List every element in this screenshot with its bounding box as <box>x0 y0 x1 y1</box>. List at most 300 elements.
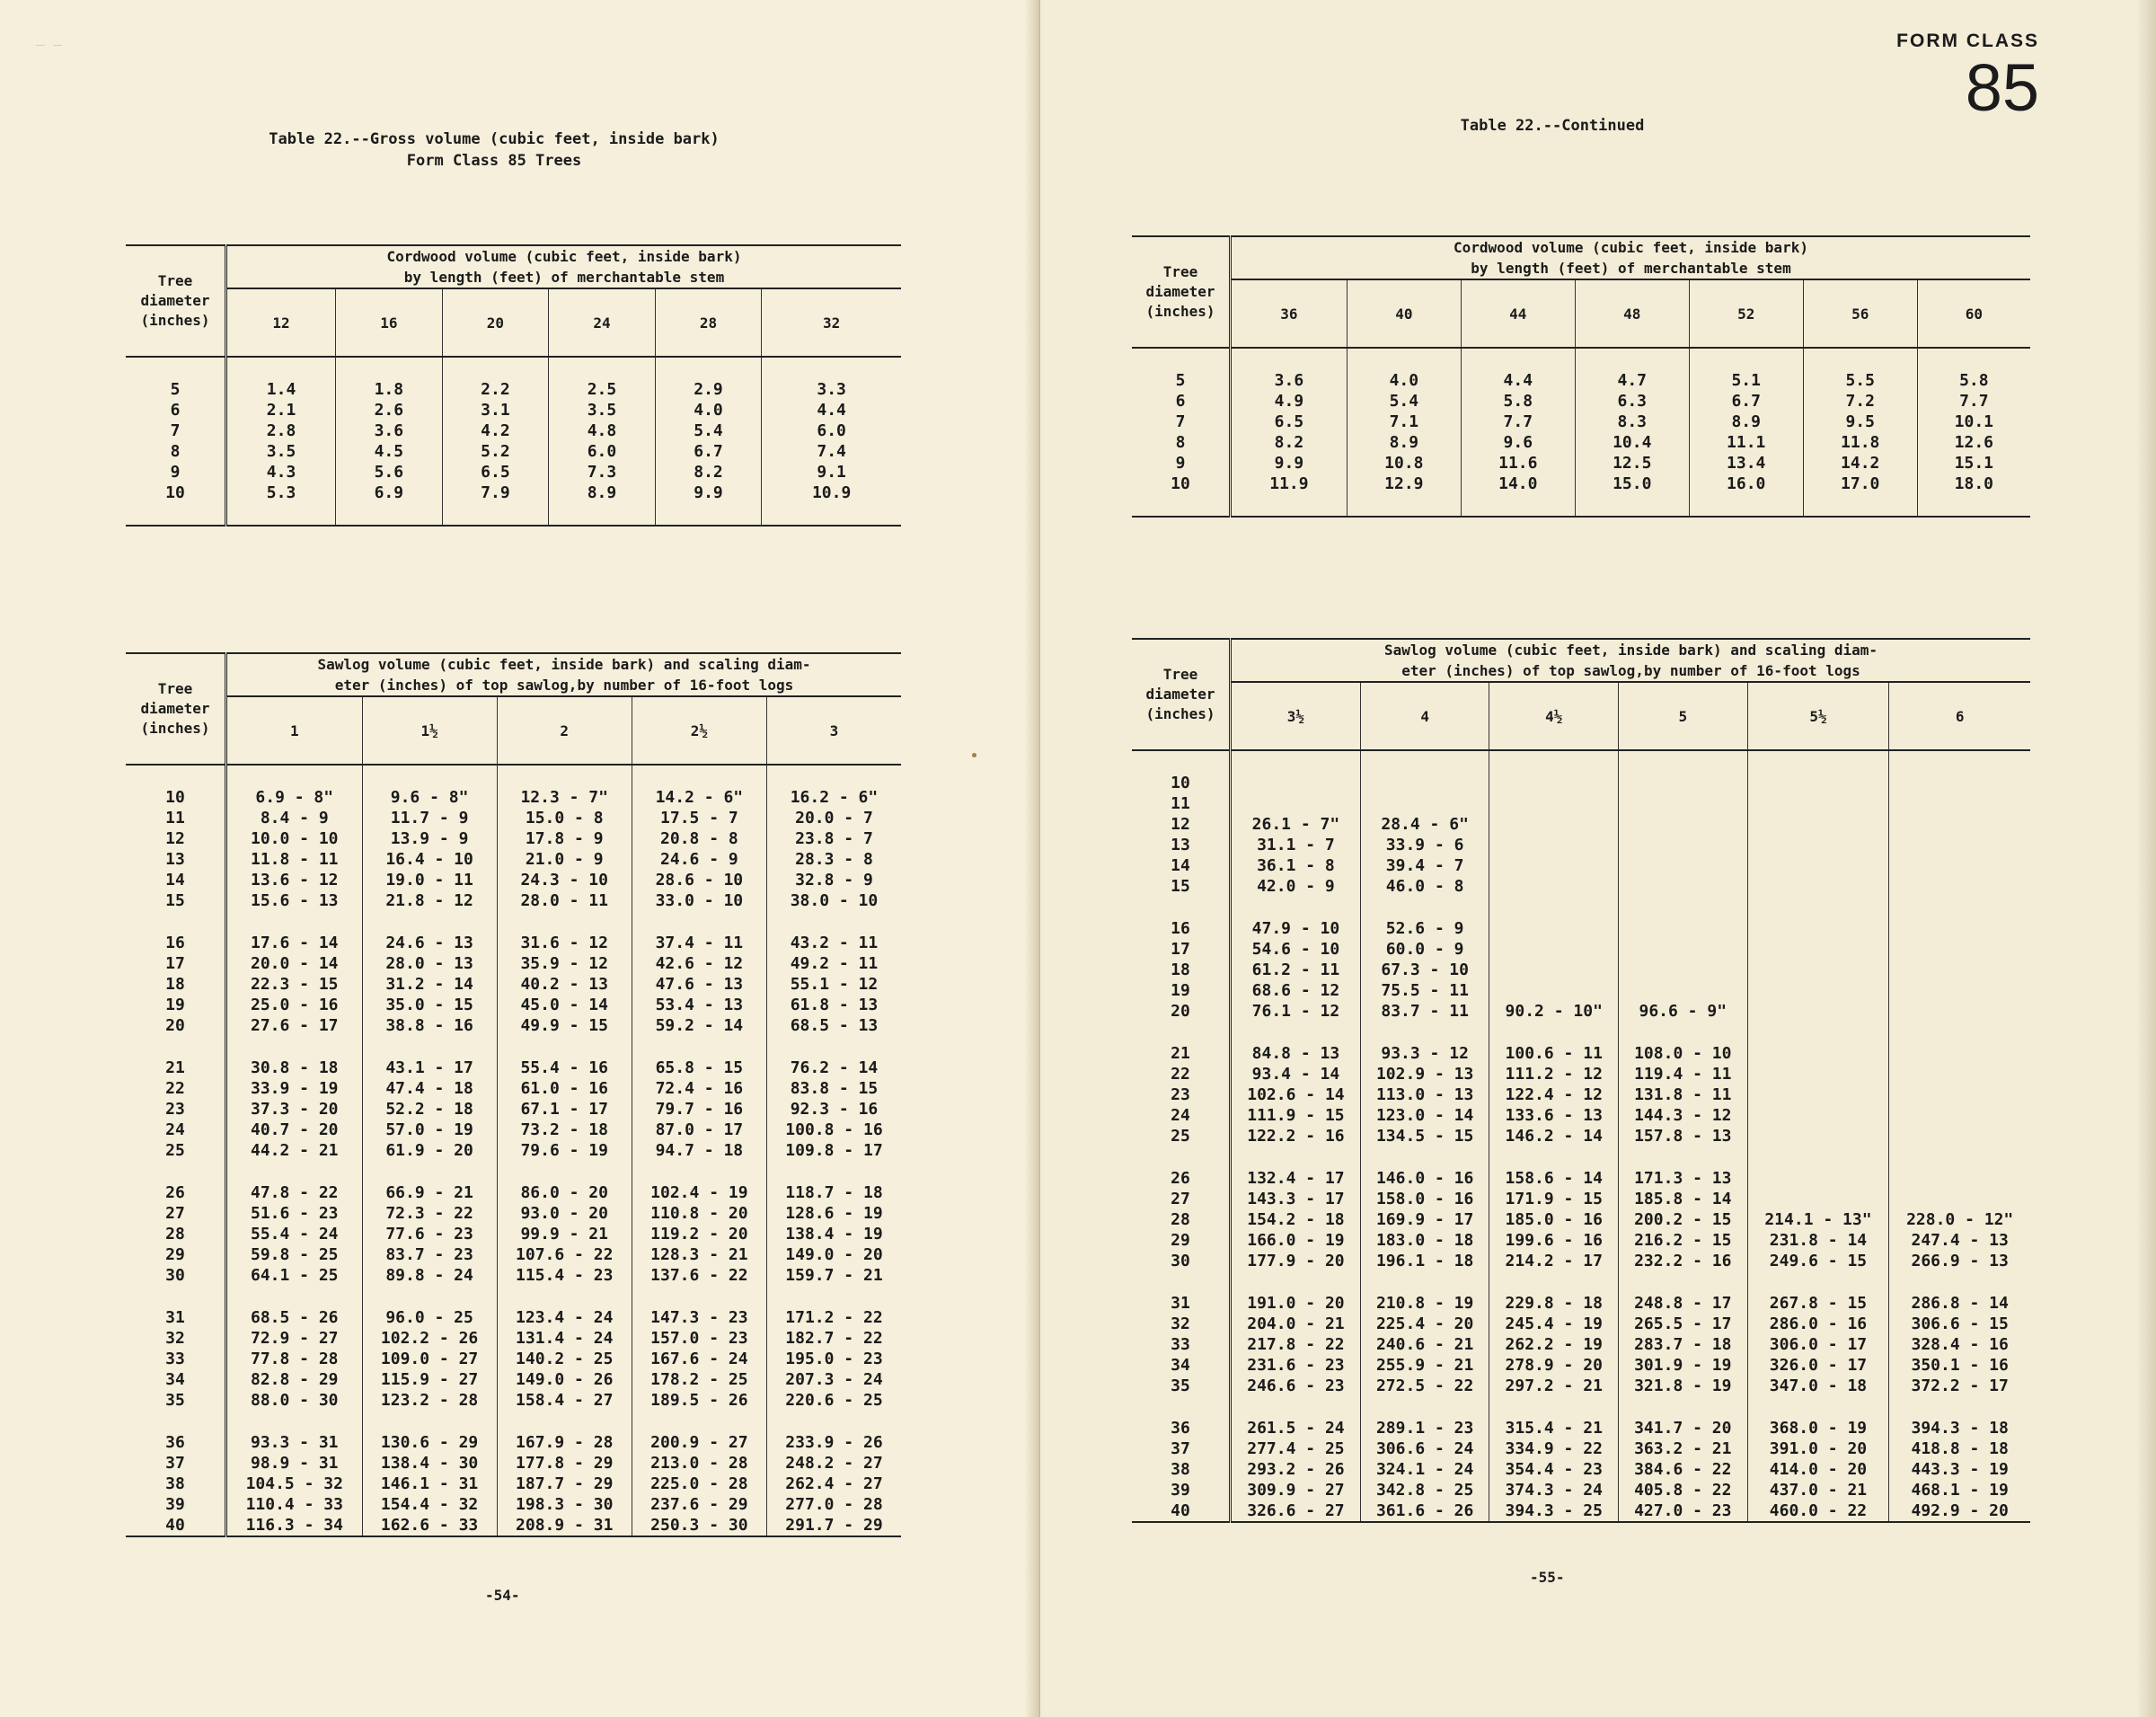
diameter-cell: 25 <box>126 1140 226 1161</box>
value-cell: 189.5 - 26 <box>632 1390 766 1411</box>
diameter-cell: 6 <box>126 400 226 420</box>
value-cell: 12.3 - 7" <box>497 787 632 808</box>
value-cell: 146.2 - 14 <box>1489 1126 1619 1146</box>
row-spacer <box>1132 1396 2030 1418</box>
value-cell: 228.0 - 12" <box>1889 1209 2030 1230</box>
value-cell: 262.4 - 27 <box>766 1474 901 1494</box>
value-cell: 5.1 <box>1689 370 1803 391</box>
value-cell: 132.4 - 17 <box>1231 1168 1361 1189</box>
value-cell: 47.4 - 18 <box>362 1078 497 1099</box>
value-cell: 26.1 - 7" <box>1231 814 1361 835</box>
value-cell: 123.2 - 28 <box>362 1390 497 1411</box>
diameter-cell: 13 <box>126 849 226 870</box>
value-cell: 5.8 <box>1461 391 1575 412</box>
value-cell: 57.0 - 19 <box>362 1120 497 1140</box>
table-row <box>1132 1500 2030 1522</box>
value-cell: 93.4 - 14 <box>1231 1064 1361 1084</box>
value-cell: 13.6 - 12 <box>226 870 363 890</box>
table-row <box>126 1140 901 1161</box>
value-cell <box>1489 960 1619 980</box>
column-header: 3½ <box>1286 707 1305 725</box>
diameter-cell: 30 <box>1132 1251 1231 1271</box>
value-cell: 324.1 - 24 <box>1360 1459 1489 1480</box>
table-row <box>126 1078 901 1099</box>
value-cell: 16.4 - 10 <box>362 849 497 870</box>
value-cell: 240.6 - 21 <box>1360 1334 1489 1355</box>
value-cell: 157.0 - 23 <box>632 1328 766 1349</box>
diameter-cell: 15 <box>1132 876 1231 897</box>
value-cell <box>1747 814 1889 835</box>
column-header: 20 <box>442 288 549 357</box>
value-cell: 102.2 - 26 <box>362 1328 497 1349</box>
value-cell: 49.9 - 15 <box>497 1015 632 1036</box>
value-cell <box>1489 876 1619 897</box>
diameter-cell: 33 <box>1132 1334 1231 1355</box>
value-cell: 9.1 <box>762 462 901 482</box>
value-cell: 18.0 <box>1917 474 2030 494</box>
diameter-cell: 31 <box>1132 1293 1231 1314</box>
value-cell: 8.2 <box>655 462 762 482</box>
diameter-cell: 19 <box>126 995 226 1015</box>
value-cell: 405.8 - 22 <box>1619 1480 1748 1500</box>
value-cell: 342.8 - 25 <box>1360 1480 1489 1500</box>
value-cell: 200.2 - 15 <box>1619 1209 1748 1230</box>
table-row <box>126 482 901 503</box>
page-edge-shadow <box>2136 0 2156 1717</box>
diameter-cell: 38 <box>126 1474 226 1494</box>
bleed-through-mark: — — <box>36 36 62 53</box>
value-cell <box>1489 855 1619 876</box>
diameter-cell: 11 <box>1132 793 1231 814</box>
table-row <box>126 1058 901 1078</box>
value-cell <box>1619 835 1748 855</box>
diameter-cell: 23 <box>1132 1084 1231 1105</box>
value-cell: 68.6 - 12 <box>1231 980 1361 1001</box>
table-row <box>126 1494 901 1515</box>
value-cell: 28.3 - 8 <box>766 849 901 870</box>
value-cell: 4.8 <box>549 420 656 441</box>
value-cell: 100.6 - 11 <box>1489 1043 1619 1064</box>
value-cell: 167.9 - 28 <box>497 1432 632 1453</box>
value-cell <box>1747 960 1889 980</box>
value-cell: 11.8 - 11 <box>226 849 363 870</box>
table-row <box>1132 960 2030 980</box>
value-cell: 368.0 - 19 <box>1747 1418 1889 1438</box>
value-cell: 115.9 - 27 <box>362 1369 497 1390</box>
paper-speck <box>972 753 976 757</box>
value-cell: 72.9 - 27 <box>226 1328 363 1349</box>
value-cell: 54.6 - 10 <box>1231 939 1361 960</box>
table-row <box>1132 1314 2030 1334</box>
value-cell: 146.1 - 31 <box>362 1474 497 1494</box>
value-cell: 443.3 - 19 <box>1889 1459 2030 1480</box>
diameter-cell: 33 <box>126 1349 226 1369</box>
value-cell: 289.1 - 23 <box>1360 1418 1489 1438</box>
diameter-cell: 16 <box>1132 918 1231 939</box>
value-cell: 31.6 - 12 <box>497 933 632 953</box>
table-row <box>1132 793 2030 814</box>
value-cell: 231.6 - 23 <box>1231 1355 1361 1376</box>
diameter-cell: 26 <box>1132 1168 1231 1189</box>
diameter-cell: 31 <box>126 1307 226 1328</box>
value-cell: 144.3 - 12 <box>1619 1105 1748 1126</box>
value-cell: 7.9 <box>442 482 549 503</box>
column-header: 24 <box>549 288 656 357</box>
column-header: 6 <box>1889 682 2030 750</box>
table-row <box>1132 1376 2030 1396</box>
column-header: 4 <box>1360 682 1489 750</box>
value-cell: 11.8 <box>1803 432 1917 453</box>
table-row <box>126 441 901 462</box>
value-cell <box>1619 939 1748 960</box>
value-cell: 200.9 - 27 <box>632 1432 766 1453</box>
column-header: 56 <box>1803 279 1917 348</box>
table-row <box>126 849 901 870</box>
left-title <box>171 128 817 172</box>
row-spacer <box>126 503 901 526</box>
value-cell: 468.1 - 19 <box>1889 1480 2030 1500</box>
diameter-cell: 19 <box>1132 980 1231 1001</box>
cordwood-caption: Cordwood volume (cubic feet, inside bark) by length (feet) of merchantable stem <box>1231 236 2031 279</box>
diameter-cell: 35 <box>1132 1376 1231 1396</box>
value-cell: 33.9 - 19 <box>226 1078 363 1099</box>
value-cell: 347.0 - 18 <box>1747 1376 1889 1396</box>
table-row <box>126 1203 901 1224</box>
table-row <box>126 1453 901 1474</box>
value-cell: 306.6 - 15 <box>1889 1314 2030 1334</box>
value-cell <box>1889 1064 2030 1084</box>
column-header: 5½ <box>1747 682 1889 750</box>
table-row <box>126 808 901 828</box>
table-row <box>1132 1230 2030 1251</box>
value-cell: 460.0 - 22 <box>1747 1500 1889 1522</box>
value-cell: 5.8 <box>1917 370 2030 391</box>
value-cell: 86.0 - 20 <box>497 1182 632 1203</box>
value-cell: 65.8 - 15 <box>632 1058 766 1078</box>
value-cell: 9.6 - 8" <box>362 787 497 808</box>
diameter-cell: 13 <box>1132 835 1231 855</box>
table-row <box>1132 1251 2030 1271</box>
value-cell: 55.1 - 12 <box>766 974 901 995</box>
value-cell <box>1360 793 1489 814</box>
value-cell: 24.3 - 10 <box>497 870 632 890</box>
value-cell: 5.6 <box>336 462 443 482</box>
value-cell: 207.3 - 24 <box>766 1369 901 1390</box>
right-title: Table 22.--Continued <box>1460 117 1645 135</box>
value-cell: 61.2 - 11 <box>1231 960 1361 980</box>
diameter-cell: 39 <box>1132 1480 1231 1500</box>
value-cell: 437.0 - 21 <box>1747 1480 1889 1500</box>
table-row <box>1132 453 2030 474</box>
value-cell: 111.9 - 15 <box>1231 1105 1361 1126</box>
value-cell: 47.6 - 13 <box>632 974 766 995</box>
value-cell: 4.4 <box>762 400 901 420</box>
value-cell <box>1619 855 1748 876</box>
value-cell <box>1889 960 2030 980</box>
value-cell: 93.3 - 31 <box>226 1432 363 1453</box>
column-header: 60 <box>1917 279 2030 348</box>
value-cell: 262.2 - 19 <box>1489 1334 1619 1355</box>
table-row <box>1132 814 2030 835</box>
value-cell: 138.4 - 30 <box>362 1453 497 1474</box>
value-cell: 21.0 - 9 <box>497 849 632 870</box>
value-cell: 37.3 - 20 <box>226 1099 363 1120</box>
value-cell: 3.5 <box>549 400 656 420</box>
diameter-cell: 12 <box>1132 814 1231 835</box>
value-cell: 5.2 <box>442 441 549 462</box>
value-cell: 25.0 - 16 <box>226 995 363 1015</box>
value-cell: 374.3 - 24 <box>1489 1480 1619 1500</box>
value-cell <box>1489 793 1619 814</box>
value-cell: 109.0 - 27 <box>362 1349 497 1369</box>
value-cell: 6.5 <box>1231 412 1348 432</box>
value-cell: 35.0 - 15 <box>362 995 497 1015</box>
row-spacer <box>126 911 901 933</box>
table-row <box>126 1328 901 1349</box>
value-cell: 17.0 <box>1803 474 1917 494</box>
value-cell: 109.8 - 17 <box>766 1140 901 1161</box>
value-cell: 178.2 - 25 <box>632 1369 766 1390</box>
value-cell: 7.4 <box>762 441 901 462</box>
table-row <box>1132 1064 2030 1084</box>
value-cell: 28.0 - 11 <box>497 890 632 911</box>
table-row <box>1132 939 2030 960</box>
value-cell: 2.1 <box>226 400 336 420</box>
value-cell: 246.6 - 23 <box>1231 1376 1361 1396</box>
value-cell: 391.0 - 20 <box>1747 1438 1889 1459</box>
value-cell: 17.8 - 9 <box>497 828 632 849</box>
value-cell: 122.2 - 16 <box>1231 1126 1361 1146</box>
table-row <box>1132 1209 2030 1230</box>
value-cell: 182.7 - 22 <box>766 1328 901 1349</box>
value-cell: 261.5 - 24 <box>1231 1418 1361 1438</box>
value-cell <box>1489 939 1619 960</box>
value-cell <box>1889 939 2030 960</box>
value-cell: 4.0 <box>1347 370 1461 391</box>
value-cell: 6.0 <box>762 420 901 441</box>
value-cell: 131.4 - 24 <box>497 1328 632 1349</box>
value-cell: 3.1 <box>442 400 549 420</box>
value-cell: 492.9 - 20 <box>1889 1500 2030 1522</box>
value-cell: 11.6 <box>1461 453 1575 474</box>
table-row <box>126 420 901 441</box>
cordwood-caption: Cordwood volume (cubic feet, inside bark) by length (feet) of merchantable stem <box>226 245 902 288</box>
value-cell <box>1489 980 1619 1001</box>
value-cell: 19.0 - 11 <box>362 870 497 890</box>
value-cell: 14.2 <box>1803 453 1917 474</box>
diameter-cell: 36 <box>1132 1418 1231 1438</box>
value-cell: 20.8 - 8 <box>632 828 766 849</box>
value-cell: 232.2 - 16 <box>1619 1251 1748 1271</box>
sawlog-caption: Sawlog volume (cubic feet, inside bark) and scaling diam- eter (inches) of top sawlog,by number of 16-foot logs <box>1231 639 2031 682</box>
value-cell: 96.6 - 9" <box>1619 1001 1748 1022</box>
value-cell: 249.6 - 15 <box>1747 1251 1889 1271</box>
table-row <box>126 1474 901 1494</box>
value-cell: 7.3 <box>549 462 656 482</box>
value-cell: 8.9 <box>549 482 656 503</box>
value-cell: 31.2 - 14 <box>362 974 497 995</box>
row-spacer <box>126 1161 901 1182</box>
table-row <box>1132 855 2030 876</box>
diameter-cell: 28 <box>126 1224 226 1244</box>
row-spacer <box>126 1286 901 1307</box>
value-cell: 229.8 - 18 <box>1489 1293 1619 1314</box>
value-cell: 138.4 - 19 <box>766 1224 901 1244</box>
value-cell: 66.9 - 21 <box>362 1182 497 1203</box>
value-cell: 68.5 - 13 <box>766 1015 901 1036</box>
value-cell: 158.4 - 27 <box>497 1390 632 1411</box>
value-cell: 93.3 - 12 <box>1360 1043 1489 1064</box>
left-sawlog-table <box>126 652 901 1537</box>
value-cell: 418.8 - 18 <box>1889 1438 2030 1459</box>
row-spacer <box>1132 897 2030 918</box>
value-cell: 122.4 - 12 <box>1489 1084 1619 1105</box>
value-cell: 169.9 - 17 <box>1360 1209 1489 1230</box>
value-cell: 293.2 - 26 <box>1231 1459 1361 1480</box>
value-cell: 265.5 - 17 <box>1619 1314 1748 1334</box>
value-cell: 90.2 - 10" <box>1489 1001 1619 1022</box>
value-cell: 59.2 - 14 <box>632 1015 766 1036</box>
diameter-cell: 40 <box>1132 1500 1231 1522</box>
value-cell: 220.6 - 25 <box>766 1390 901 1411</box>
diameter-cell: 22 <box>1132 1064 1231 1084</box>
diameter-header: Tree diameter (inches) <box>1132 639 1231 750</box>
diameter-cell: 17 <box>126 953 226 974</box>
table-row <box>126 400 901 420</box>
value-cell: 272.5 - 22 <box>1360 1376 1489 1396</box>
diameter-cell: 18 <box>1132 960 1231 980</box>
value-cell: 13.4 <box>1689 453 1803 474</box>
diameter-cell: 10 <box>1132 773 1231 793</box>
value-cell: 372.2 - 17 <box>1889 1376 2030 1396</box>
value-cell <box>1231 793 1361 814</box>
value-cell: 67.1 - 17 <box>497 1099 632 1120</box>
value-cell: 278.9 - 20 <box>1489 1355 1619 1376</box>
column-header: 5 <box>1619 682 1748 750</box>
table-row <box>1132 1293 2030 1314</box>
diameter-cell: 26 <box>126 1182 226 1203</box>
table-row <box>126 1182 901 1203</box>
value-cell: 231.8 - 14 <box>1747 1230 1889 1251</box>
value-cell: 100.8 - 16 <box>766 1120 901 1140</box>
value-cell: 93.0 - 20 <box>497 1203 632 1224</box>
diameter-cell: 17 <box>1132 939 1231 960</box>
column-header: 36 <box>1280 305 1298 323</box>
value-cell: 14.2 - 6" <box>632 787 766 808</box>
value-cell: 6.3 <box>1575 391 1689 412</box>
value-cell: 92.3 - 16 <box>766 1099 901 1120</box>
value-cell: 361.6 - 26 <box>1360 1500 1489 1522</box>
value-cell: 4.2 <box>442 420 549 441</box>
value-cell: 47.9 - 10 <box>1231 918 1361 939</box>
row-spacer <box>1132 348 2030 370</box>
value-cell: 4.3 <box>226 462 336 482</box>
value-cell: 110.8 - 20 <box>632 1203 766 1224</box>
diameter-header: Tree diameter (inches) <box>126 245 226 357</box>
value-cell <box>1889 1001 2030 1022</box>
table-row <box>126 1515 901 1536</box>
table-row <box>126 1390 901 1411</box>
diameter-cell: 11 <box>126 808 226 828</box>
value-cell: 9.5 <box>1803 412 1917 432</box>
value-cell: 46.0 - 8 <box>1360 876 1489 897</box>
table-row <box>126 1015 901 1036</box>
value-cell <box>1889 1168 2030 1189</box>
value-cell <box>1747 1084 1889 1105</box>
left-cordwood-table <box>126 244 901 527</box>
value-cell: 147.3 - 23 <box>632 1307 766 1328</box>
value-cell: 321.8 - 19 <box>1619 1376 1748 1396</box>
diameter-cell: 10 <box>126 482 226 503</box>
value-cell: 167.6 - 24 <box>632 1349 766 1369</box>
value-cell: 27.6 - 17 <box>226 1015 363 1036</box>
table-row <box>1132 835 2030 855</box>
value-cell: 130.6 - 29 <box>362 1432 497 1453</box>
diameter-cell: 9 <box>126 462 226 482</box>
diameter-cell: 25 <box>1132 1126 1231 1146</box>
value-cell: 89.8 - 24 <box>362 1265 497 1286</box>
value-cell: 306.6 - 24 <box>1360 1438 1489 1459</box>
value-cell <box>1889 793 2030 814</box>
column-header: 16 <box>336 288 443 357</box>
value-cell <box>1619 918 1748 939</box>
value-cell: 119.2 - 20 <box>632 1224 766 1244</box>
value-cell: 28.0 - 13 <box>362 953 497 974</box>
value-cell: 43.2 - 11 <box>766 933 901 953</box>
value-cell: 301.9 - 19 <box>1619 1355 1748 1376</box>
value-cell: 83.7 - 23 <box>362 1244 497 1265</box>
value-cell: 102.9 - 13 <box>1360 1064 1489 1084</box>
value-cell: 113.0 - 13 <box>1360 1084 1489 1105</box>
value-cell: 162.6 - 33 <box>362 1515 497 1536</box>
value-cell: 15.0 - 8 <box>497 808 632 828</box>
value-cell <box>1747 1105 1889 1126</box>
value-cell: 267.8 - 15 <box>1747 1293 1889 1314</box>
value-cell: 283.7 - 18 <box>1619 1334 1748 1355</box>
value-cell: 137.6 - 22 <box>632 1265 766 1286</box>
value-cell: 214.1 - 13" <box>1747 1209 1889 1230</box>
value-cell <box>1619 773 1748 793</box>
diameter-cell: 12 <box>126 828 226 849</box>
diameter-cell: 7 <box>126 420 226 441</box>
table-row <box>1132 1189 2030 1209</box>
value-cell: 11.1 <box>1689 432 1803 453</box>
table-row <box>1132 1126 2030 1146</box>
value-cell: 4.9 <box>1231 391 1348 412</box>
value-cell: 61.9 - 20 <box>362 1140 497 1161</box>
value-cell: 88.0 - 30 <box>226 1390 363 1411</box>
value-cell: 5.4 <box>655 420 762 441</box>
value-cell: 199.6 - 16 <box>1489 1230 1619 1251</box>
value-cell: 21.8 - 12 <box>362 890 497 911</box>
value-cell: 10.1 <box>1917 412 2030 432</box>
value-cell <box>1489 918 1619 939</box>
value-cell: 15.0 <box>1575 474 1689 494</box>
form-class-text: FORM CLASS <box>1896 31 2039 51</box>
value-cell: 68.5 - 26 <box>226 1307 363 1328</box>
value-cell: 10.8 <box>1347 453 1461 474</box>
diameter-cell: 27 <box>1132 1189 1231 1209</box>
value-cell: 123.4 - 24 <box>497 1307 632 1328</box>
table-row <box>1132 918 2030 939</box>
value-cell: 177.9 - 20 <box>1231 1251 1361 1271</box>
value-cell: 3.6 <box>336 420 443 441</box>
value-cell: 394.3 - 25 <box>1489 1500 1619 1522</box>
value-cell: 44.2 - 21 <box>226 1140 363 1161</box>
value-cell <box>1747 773 1889 793</box>
column-header: 2½ <box>632 696 766 765</box>
value-cell: 140.2 - 25 <box>497 1349 632 1369</box>
